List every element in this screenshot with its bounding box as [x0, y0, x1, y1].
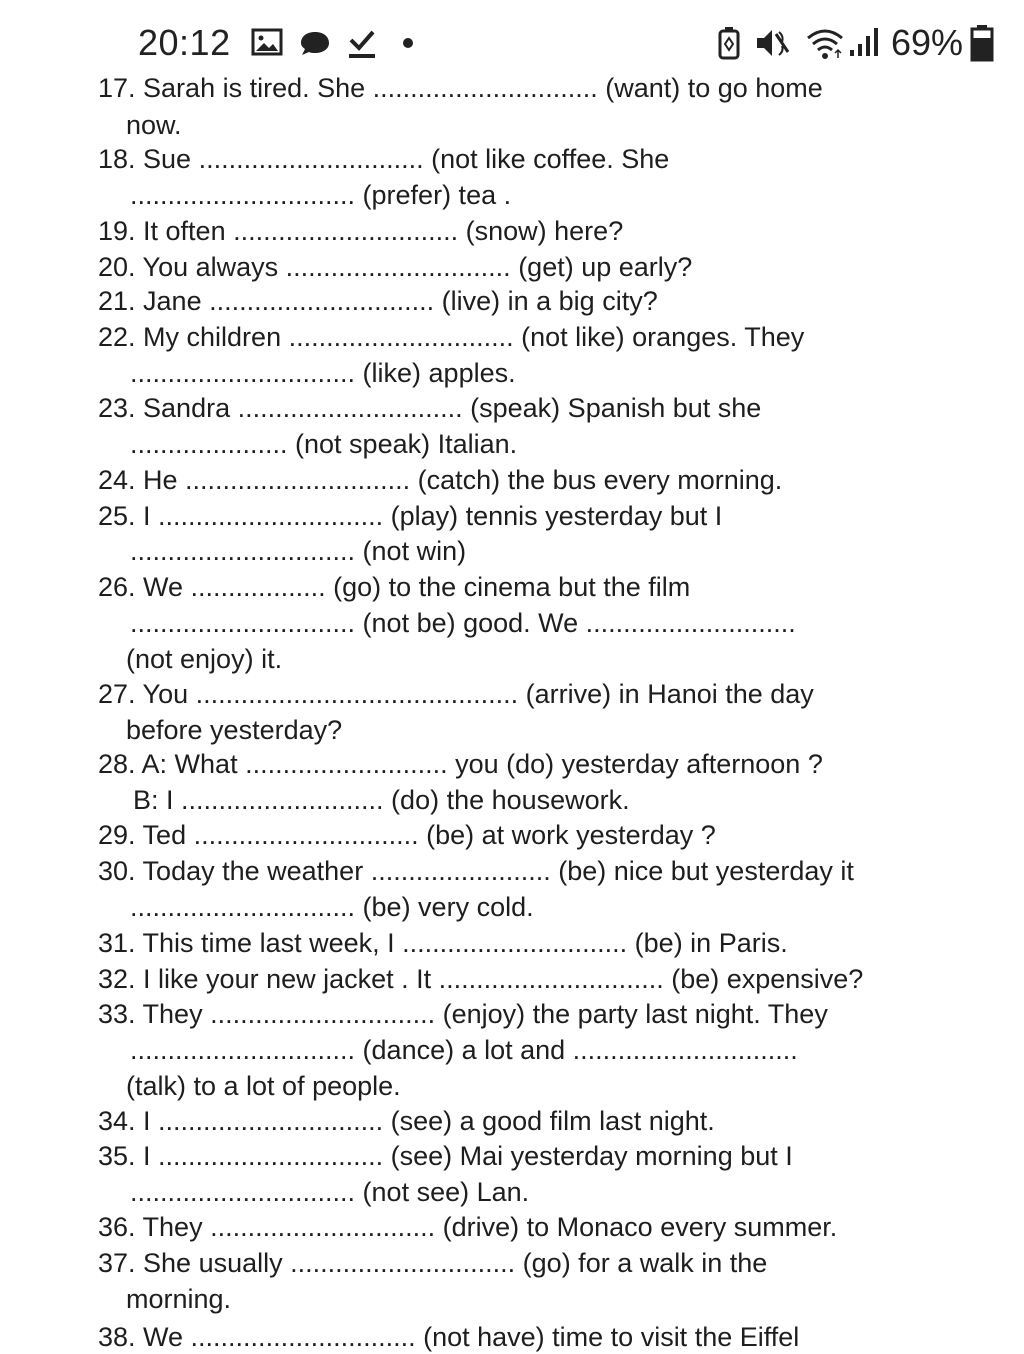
exercise-line-18-cont: .............................. (prefer) tea . — [130, 180, 512, 210]
exercise-line-31: 31. This time last week, I .............................. (be) in Paris. — [98, 928, 788, 958]
exercise-line-23-cont: ..................... (not speak) Italian. — [130, 429, 518, 459]
exercise-line-29: 29. Ted .............................. (be) at work yesterday ? — [98, 820, 716, 850]
exercise-line-36: 36. They .............................. (drive) to Monaco every summer. — [98, 1212, 838, 1242]
exercise-line-22-cont: .............................. (like) apples. — [130, 358, 516, 388]
exercise-line-18: 18. Sue .............................. (not like coffee. She — [98, 144, 670, 174]
exercise-line-28-b: B: I ........................... (do) the housework. — [133, 785, 630, 815]
exercise-line-17: 17. Sarah is tired. She .............................. (want) to go home — [98, 73, 823, 103]
exercise-line-33-cont2: (talk) to a lot of people. — [126, 1071, 401, 1101]
exercise-line-22: 22. My children .............................. (not like) oranges. They — [98, 322, 805, 352]
battery-percent: 69% — [891, 22, 964, 63]
exercise-line-23: 23. Sandra .............................. (speak) Spanish but she — [98, 393, 762, 423]
exercise-line-33: 33. They .............................. (enjoy) the party last night. They — [98, 999, 828, 1029]
exercise-line-26-cont2: (not enjoy) it. — [126, 644, 283, 674]
exercise-line-26: 26. We .................. (go) to the cinema but the film — [98, 572, 691, 602]
exercise-line-21: 21. Jane .............................. (live) in a big city? — [98, 286, 658, 316]
exercise-line-35-cont: .............................. (not see) Lan. — [130, 1177, 530, 1207]
exercise-line-24: 24. He .............................. (catch) the bus every morning. — [98, 465, 783, 495]
exercise-line-20: 20. You always .............................. (get) up early? — [98, 252, 693, 282]
exercise-line-34: 34. I .............................. (see) a good film last night. — [98, 1106, 715, 1136]
exercise-line-33-cont: .............................. (dance) a lot and .............................. — [130, 1035, 798, 1065]
exercise-line-25-cont: .............................. (not win) — [130, 536, 467, 566]
exercise-line-27-cont: before yesterday? — [126, 715, 343, 745]
exercise-line-37-cont: morning. — [126, 1284, 232, 1314]
exercise-line-32: 32. I like your new jacket . It .............................. (be) expensive? — [98, 964, 864, 994]
exercise-line-35: 35. I .............................. (see) Mai yesterday morning but I — [98, 1141, 793, 1171]
exercise-line-19: 19. It often .............................. (snow) here? — [98, 216, 624, 246]
exercise-line-17-cont: now. — [126, 110, 182, 140]
exercise-line-27: 27. You ........................................... (arrive) in Hanoi the day — [98, 679, 814, 709]
exercise-line-28: 28. A: What ........................... you (do) yesterday afternoon ? — [98, 749, 823, 779]
exercise-line-25: 25. I .............................. (play) tennis yesterday but I — [98, 501, 723, 531]
exercise-line-30-cont: .............................. (be) very cold. — [130, 892, 534, 922]
exercise-line-26-cont: .............................. (not be) good. We ............................ — [130, 608, 796, 638]
exercise-line-37: 37. She usually .............................. (go) for a walk in the — [98, 1248, 768, 1278]
cut-off-line-container — [0, 1318, 1024, 1352]
clock-time: 20:12 — [138, 22, 231, 63]
exercise-line-30: 30. Today the weather ........................ (be) nice but yesterday it — [98, 856, 854, 886]
exercise-line-38: 38. We .............................. (not have) time to visit the Eiffel — [98, 1322, 800, 1352]
